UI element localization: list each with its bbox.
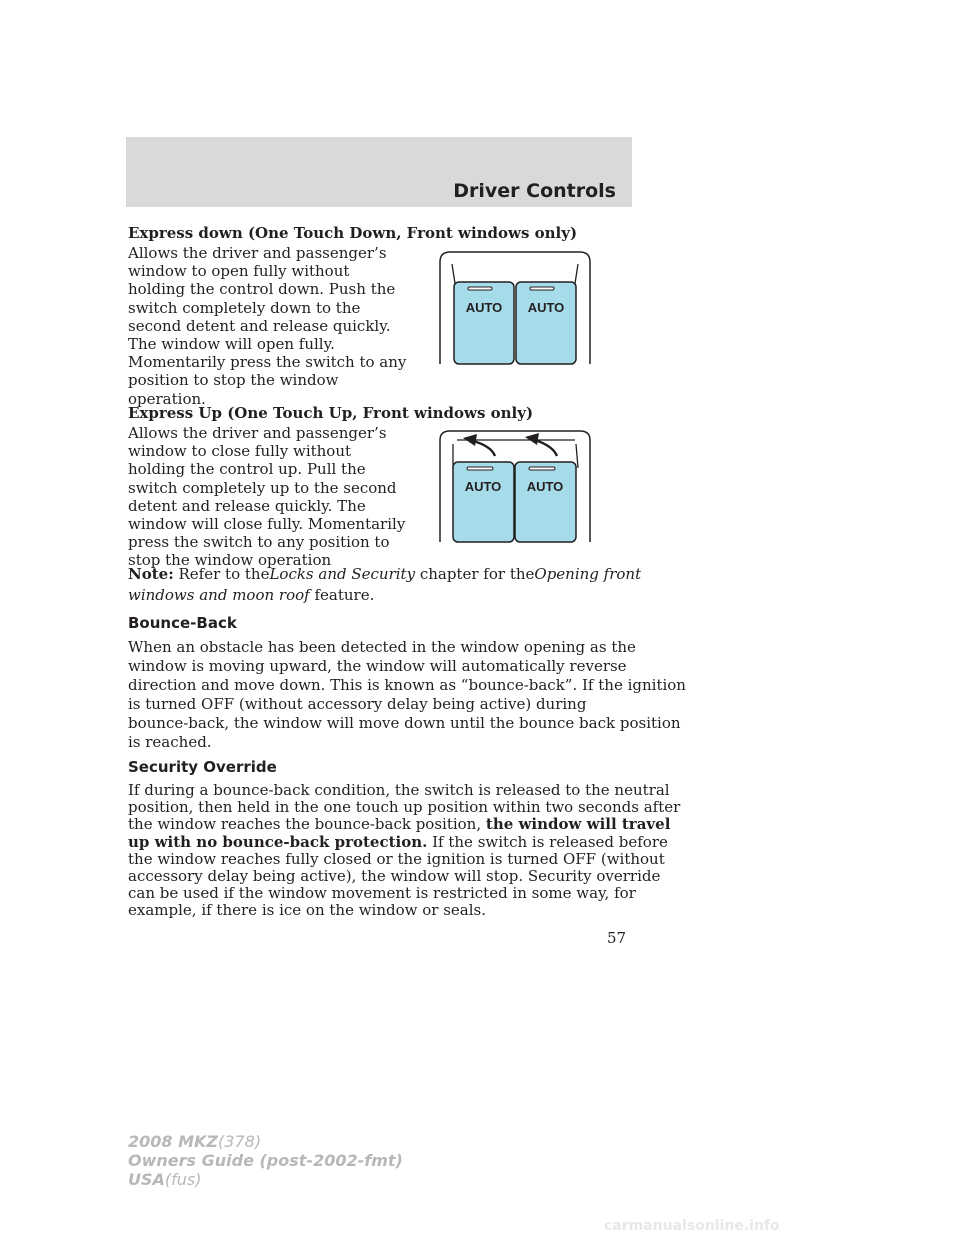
paragraph-line: switch completely down to the	[128, 298, 361, 317]
paragraph-line: window will close fully. Momentarily	[128, 515, 406, 534]
paragraph-line: When an obstacle has been detected in the window opening as the	[128, 638, 636, 656]
paragraph-line: detent and release quickly. The	[128, 496, 366, 515]
note-text: feature.	[314, 586, 375, 604]
pull-up-arrow-icon	[473, 441, 495, 456]
right-switch-label: AUTO	[527, 300, 565, 315]
note-text: chapter for the	[419, 565, 535, 583]
paragraph-line: holding the control down. Push the	[128, 280, 396, 299]
section-title: Driver Controls	[453, 180, 616, 202]
paragraph-text: the window reaches the bounce-back position,	[128, 815, 482, 834]
express-up-switch-illustration	[435, 428, 595, 544]
paragraph-line: example, if there is ice on the window or seals.	[128, 901, 487, 920]
paragraph-line: Allows the driver and passenger’s	[128, 244, 387, 262]
express-down-heading: Express down (One Touch Down, Front windows only)	[128, 224, 578, 242]
paragraph-bold: up with no bounce-back protection.	[128, 832, 428, 851]
paragraph-line: position, then held in the one touch up position within two seconds after	[128, 798, 681, 817]
left-switch-label: AUTO	[465, 300, 503, 315]
left-switch-label: AUTO	[464, 479, 502, 494]
paragraph-text: If the switch is released before	[432, 832, 668, 851]
paragraph-line: The window will open fully.	[128, 335, 335, 354]
left-switch	[454, 282, 514, 364]
express-up-paragraph	[128, 424, 405, 570]
security-override-paragraph	[128, 782, 680, 920]
paragraph-line: window is moving upward, the window will automatically reverse	[128, 657, 627, 675]
page-number: 57	[607, 929, 627, 947]
paragraph-line: switch completely up to the second	[128, 478, 397, 497]
watermark: carmanualsonline.info	[604, 1218, 780, 1234]
paragraph-line: second detent and release quickly.	[128, 316, 391, 335]
note-italic: Locks and Security	[269, 565, 416, 583]
paragraph-line: operation.	[128, 389, 206, 408]
right-switch	[516, 282, 576, 364]
paragraph-line: press the switch to any position to	[128, 533, 390, 552]
paragraph-line: bounce-back, the window will move down until the bounce back position	[128, 714, 681, 732]
express-up-heading: Express Up (One Touch Up, Front windows only)	[128, 404, 534, 422]
header-band	[126, 137, 632, 207]
paragraph-line: holding the control up. Pull the	[128, 460, 366, 479]
security-override-heading: Security Override	[128, 758, 277, 776]
paragraph-line: Allows the driver and passenger’s	[128, 424, 387, 442]
paragraph-line: accessory delay being active), the window will stop. Security override	[128, 867, 661, 886]
bounce-back-paragraph	[128, 638, 686, 752]
paragraph-line: the window reaches fully closed or the ignition is turned OFF (without	[128, 849, 665, 868]
express-down-paragraph	[128, 244, 406, 408]
note-paragraph	[128, 564, 641, 606]
paragraph-line: If during a bounce-back condition, the switch is released to the neutral	[128, 781, 670, 799]
paragraph-line: is turned OFF (without accessory delay being active) during	[128, 695, 587, 713]
paragraph-bold: the window will travel	[485, 815, 671, 834]
paragraph-line: can be used if the window movement is restricted in some way, for	[128, 884, 636, 903]
note-italic: Opening front	[534, 565, 642, 583]
paragraph-line: position to stop the window	[128, 371, 339, 390]
note-italic: windows and moon roof	[128, 586, 310, 604]
paragraph-line: window to close fully without	[128, 442, 352, 461]
right-switch-label: AUTO	[526, 479, 564, 494]
footer-identifier: 2008 MKZ(378) Owners Guide (post-2002-fmt) USA(fus)	[128, 1132, 403, 1189]
pull-up-arrow-icon	[535, 440, 557, 456]
note-label: Note:	[128, 565, 174, 583]
left-switch	[453, 462, 514, 542]
paragraph-line: direction and move down. This is known as “bounce-back”. If the ignition	[128, 676, 686, 694]
paragraph-line: Momentarily press the switch to any	[128, 353, 407, 372]
right-switch	[515, 462, 576, 542]
express-down-switch-illustration	[438, 250, 592, 366]
note-text: Refer to the	[178, 565, 270, 583]
paragraph-line: window to open fully without	[128, 262, 350, 281]
bounce-back-heading: Bounce-Back	[128, 614, 237, 632]
paragraph-line: stop the window operation	[128, 551, 332, 570]
paragraph-line: is reached.	[128, 733, 212, 751]
